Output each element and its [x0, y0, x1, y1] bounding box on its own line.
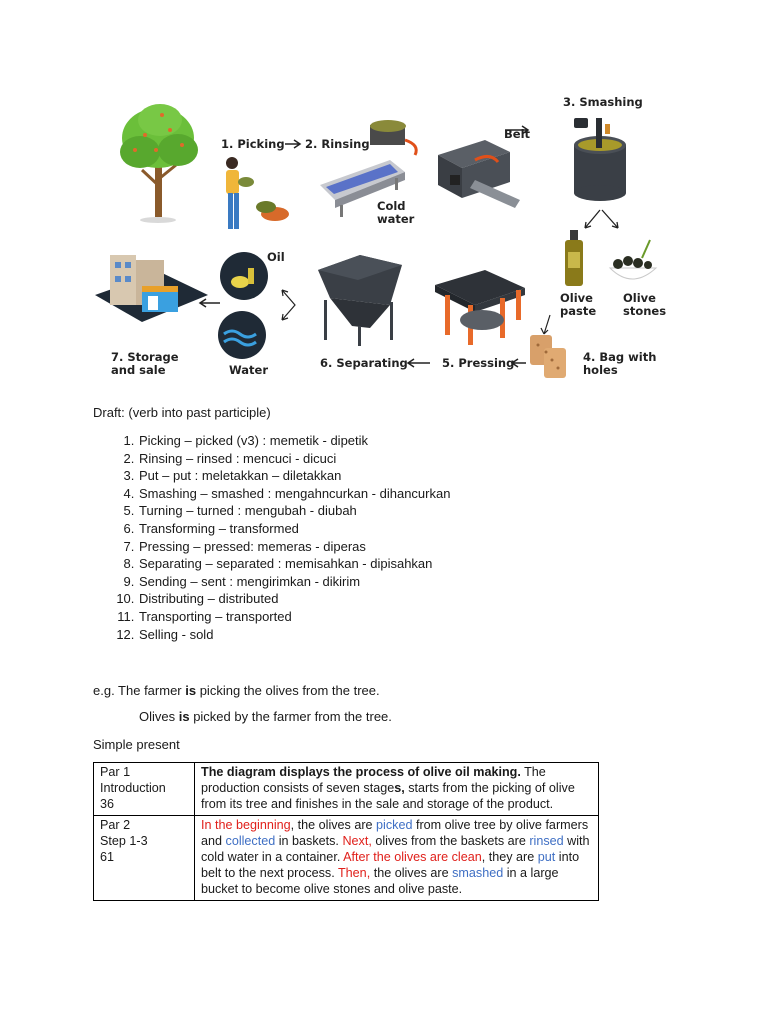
intro-text: The production consists of seven stage — [201, 765, 546, 795]
label-bag: 4. Bag with holes — [583, 350, 657, 377]
intro-text-2: starts from the picking of olive from its tree and finishes in the sale and storage of the product. — [201, 781, 575, 811]
example-bold: is — [178, 709, 190, 724]
body-text: olives from the baskets are — [371, 834, 530, 848]
label-cold-water: Cold water — [377, 199, 415, 226]
label-belt: Belt — [504, 127, 531, 141]
list-item: 1. Picking – picked (v3) : memetik - dipetik — [138, 432, 450, 450]
verb-word: picked — [376, 818, 413, 832]
intro-bold: The diagram displays the process of olive oil making. — [201, 765, 521, 779]
arrow-to-storage-icon — [200, 299, 220, 307]
body-text: with cold water in a container. — [201, 834, 590, 864]
verb-word: rinsed — [529, 834, 564, 848]
split-arrows-icon — [585, 210, 618, 228]
body-text: from olive tree by olive farmers and — [201, 818, 589, 848]
label-olive-paste: Olive paste — [560, 291, 597, 318]
tense-label: Simple present — [93, 737, 180, 752]
table-cell-text — [195, 763, 599, 816]
split-arrows-icon-2 — [282, 290, 295, 320]
transition-word: After the olives are clean — [343, 850, 482, 864]
arrow-pressing-separating-icon — [408, 359, 430, 367]
table-row — [94, 763, 599, 816]
list-item: 8. Separating – separated : memisahkan - dipisahkan — [138, 555, 450, 573]
body-text: , the olives are — [290, 818, 377, 832]
row-count: 36 — [100, 797, 115, 811]
list-item: 6. Transforming – transformed — [138, 520, 450, 538]
verb-word: smashed — [452, 866, 504, 880]
example-passive-sentence — [139, 708, 392, 725]
label-picking: 1. Picking — [221, 137, 285, 151]
table-cell-text — [195, 816, 599, 901]
label-oil: Oil — [267, 250, 285, 264]
table-cell-label — [94, 816, 195, 901]
example-text: picking the olives from the tree. — [196, 683, 380, 698]
list-item: 12. Selling - sold — [138, 626, 450, 644]
olive-tree-icon — [120, 104, 198, 223]
transition-word: In the beginning — [201, 818, 291, 832]
arrow-picking-rinsing-icon — [285, 140, 300, 148]
row-par: Par 2 — [100, 818, 131, 832]
belt-machine-icon — [438, 140, 520, 208]
label-storage: 7. Storage and sale — [111, 350, 179, 377]
transition-word: Next, — [342, 834, 372, 848]
list-item: 5. Turning – turned : mengubah - diubah — [138, 502, 450, 520]
example-active-sentence — [93, 682, 380, 699]
separating-tank-icon — [318, 255, 402, 346]
table-row — [94, 816, 599, 901]
table-cell-label — [94, 763, 195, 816]
pressing-machine-icon — [435, 270, 525, 345]
label-rinsing: 2. Rinsing — [305, 137, 370, 151]
verb-word: collected — [225, 834, 276, 848]
example-text: Olives — [139, 709, 179, 724]
olive-paste-bottle-icon — [565, 230, 583, 286]
transition-word: Then, — [337, 866, 371, 880]
label-olive-stones: Olive stones — [623, 291, 667, 318]
body-text: into belt to the next process. — [201, 850, 580, 880]
row-section: Introduction — [100, 781, 166, 795]
list-item: 4. Smashing – smashed : mengahncurkan - dihancurkan — [138, 485, 450, 503]
body-text: in baskets. — [275, 834, 343, 848]
list-item: 7. Pressing – pressed: memeras - diperas — [138, 538, 450, 556]
smashing-bucket-icon — [574, 118, 626, 201]
example-text: e.g. The farmer — [93, 683, 186, 698]
body-text: the olives are — [370, 866, 453, 880]
oil-circle-icon — [220, 252, 268, 300]
list-item: 9. Sending – sent : mengirimkan - dikirim — [138, 573, 450, 591]
list-item: 10. Distributing – distributed — [138, 590, 450, 608]
olive-oil-process-diagram — [90, 90, 680, 390]
body-text: , they are — [481, 850, 538, 864]
diagram-illustrations — [90, 90, 680, 390]
list-item: 2. Rinsing – rinsed : mencuci - dicuci — [138, 450, 450, 468]
bag-with-holes-icon — [530, 335, 566, 378]
verb-word: put — [537, 850, 556, 864]
intro-bold-2: s, — [394, 781, 405, 795]
water-circle-icon — [218, 311, 266, 359]
row-section: Step 1-3 — [100, 834, 148, 848]
example-bold: is — [185, 683, 197, 698]
arrow-to-bag-icon — [541, 315, 550, 334]
row-par: Par 1 — [100, 765, 131, 779]
list-item: 11. Transporting – transported — [138, 608, 450, 626]
label-smashing: 3. Smashing — [563, 95, 643, 109]
draft-list — [100, 432, 450, 643]
farmer-icon — [226, 157, 289, 229]
label-separating: 6. Separating — [320, 356, 408, 370]
row-count: 61 — [100, 850, 115, 864]
label-water: Water — [229, 363, 269, 377]
label-pressing: 5. Pressing — [442, 356, 515, 370]
list-item: 3. Put – put : meletakkan – diletakkan — [138, 467, 450, 485]
draft-heading: Draft: (verb into past participle) — [93, 405, 271, 420]
storage-building-icon — [95, 255, 208, 322]
body-text: in a large bucket to become olive stones and olive paste. — [201, 866, 559, 896]
paragraph-table — [93, 762, 599, 901]
olive-stones-bowl-icon — [610, 240, 656, 279]
example-text: picked by the farmer from the tree. — [189, 709, 392, 724]
